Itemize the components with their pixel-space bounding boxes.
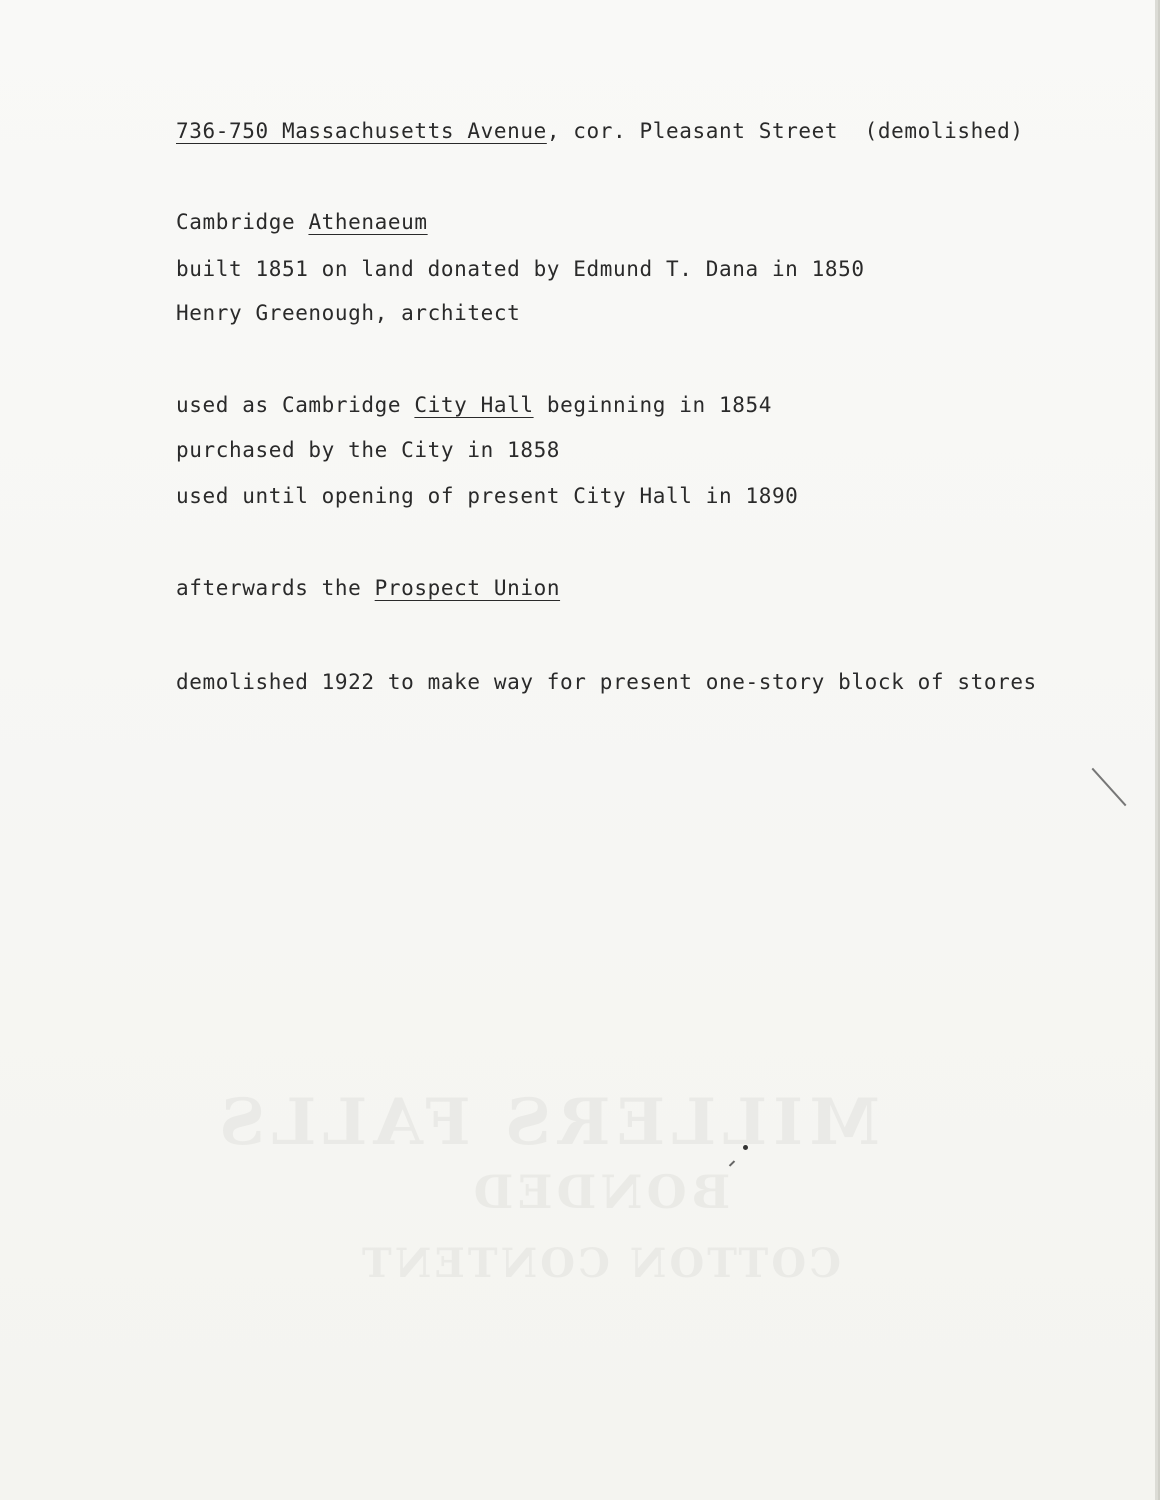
pencil-slash-mark — [1092, 768, 1127, 806]
demolished-line: demolished 1922 to make way for present one-story block of stores — [176, 670, 1037, 694]
prospect-union-line — [176, 578, 560, 599]
city-hall-underlined: City Hall — [414, 393, 534, 417]
building-name-prefix: Cambridge — [176, 210, 309, 234]
paper-watermark-brand — [320, 1085, 880, 1160]
building-name-underlined: Athenaeum — [308, 210, 428, 234]
address-text: 736-750 Massachusetts Avenue — [176, 119, 547, 143]
city-hall-suffix: beginning in 1854 — [533, 393, 772, 417]
paper-watermark-cotton — [320, 1240, 880, 1287]
building-name-line — [176, 212, 428, 233]
paper-watermark-bonded — [320, 1165, 880, 1219]
address-rest: , cor. Pleasant Street (demolished) — [546, 119, 1024, 143]
city-hall-line — [176, 395, 772, 416]
ink-dot-mark — [743, 1145, 748, 1150]
built-line: built 1851 on land donated by Edmund T. Dana in 1850 — [176, 257, 865, 281]
address-heading — [176, 121, 1024, 142]
purchased-line: purchased by the City in 1858 — [176, 438, 561, 462]
city-hall-prefix: used as Cambridge — [176, 393, 415, 417]
architect-line: Henry Greenough, architect — [176, 301, 521, 325]
prospect-union-underlined: Prospect Union — [374, 576, 561, 600]
prospect-union-prefix: afterwards the — [176, 576, 375, 600]
used-until-line: used until opening of present City Hall in 1890 — [176, 484, 799, 508]
